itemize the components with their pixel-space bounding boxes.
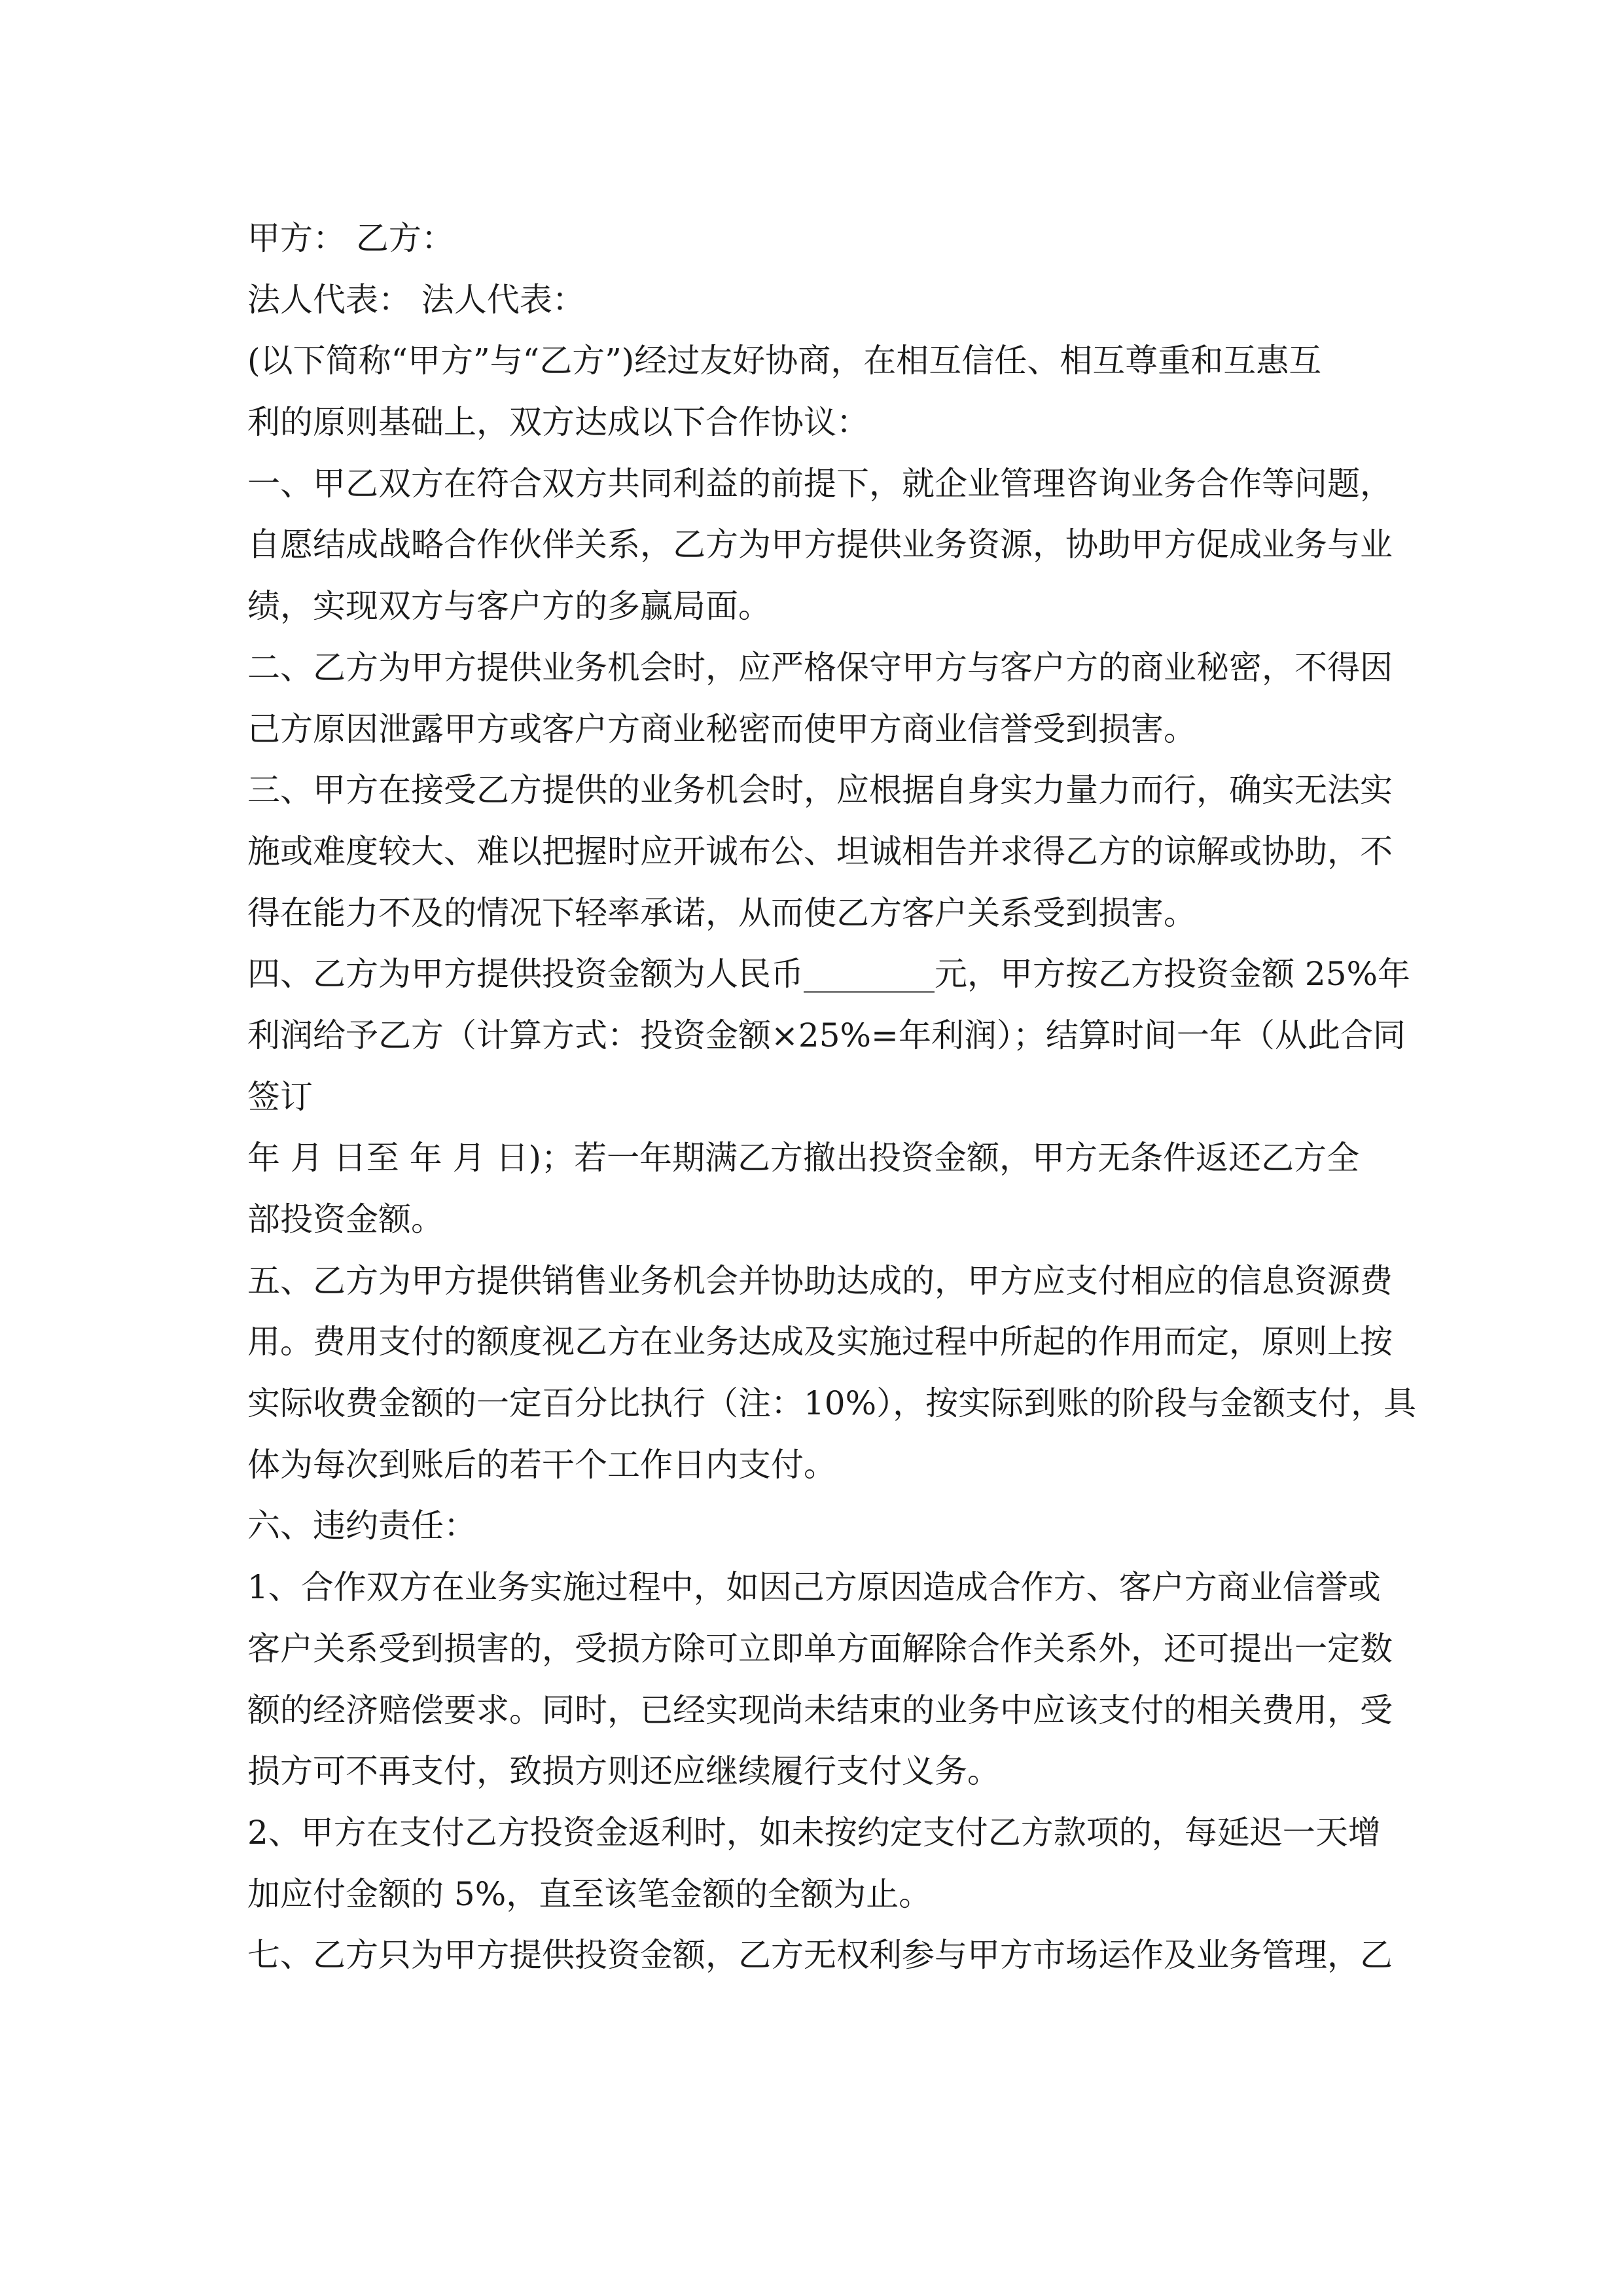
clause-2-line: 二、乙方为甲方提供业务机会时，应严格保守甲方与客户方的商业秘密，不得因 (247, 648, 1393, 687)
party-line: 甲方： 乙方： (247, 219, 454, 257)
clause-3-line: 得在能力不及的情况下轻率承诺，从而使乙方客户关系受到损害。 (247, 893, 1196, 932)
clause-6-1-line: 客户关系受到损害的，受损方除可立即单方面解除合作关系外，还可提出一定数 (247, 1629, 1393, 1668)
clause-3-line: 施或难度较大、难以把握时应开诚布公、坦诚相告并求得乙方的谅解或协助，不 (247, 832, 1393, 870)
clause-1-line: 一、甲乙双方在符合双方共同利益的前提下，就企业管理咨询业务合作等问题， (247, 464, 1393, 503)
clause-5-line: 体为每次到账后的若干个工作日内支付。 (247, 1445, 836, 1484)
clause-4-line: 四、乙方为甲方提供投资金额为人民币________元，甲方按乙方投资金额 25%年 (247, 955, 1411, 994)
clause-4-line: 签订 (247, 1077, 313, 1116)
document-body (247, 208, 1417, 1986)
preamble-line: 利的原则基础上，双方达成以下合作协议： (247, 403, 869, 442)
clause-4-line: 利润给予乙方（计算方式：投资金额×25%=年利润）；结算时间一年（从此合同 (247, 1016, 1406, 1054)
clause-5-line: 五、乙方为甲方提供销售业务机会并协助达成的，甲方应支付相应的信息资源费 (247, 1261, 1393, 1300)
clause-5-line: 用。费用支付的额度视乙方在业务达成及实施过程中所起的作用而定，原则上按 (247, 1323, 1393, 1361)
clause-3-line: 三、甲方在接受乙方提供的业务机会时，应根据自身实力量力而行，确实无法实 (247, 771, 1393, 810)
clause-6-1-line: 额的经济赔偿要求。同时，已经实现尚未结束的业务中应该支付的相关费用，受 (247, 1691, 1393, 1729)
clause-6-2-line: 加应付金额的 5%，直至该笔金额的全额为止。 (247, 1874, 932, 1913)
clause-4-line: 部投资金额。 (247, 1200, 444, 1238)
clause-7-line: 七、乙方只为甲方提供投资金额，乙方无权利参与甲方市场运作及业务管理，乙 (247, 1936, 1393, 1975)
representative-line: 法人代表： 法人代表： (247, 280, 585, 319)
clause-4-line: 年 月 日至 年 月 日)；若一年期满乙方撤出投资金额，甲方无条件返还乙方全 (247, 1139, 1359, 1177)
clause-5-line: 实际收费金额的一定百分比执行（注：10%），按实际到账的阶段与金额支付，具 (247, 1384, 1417, 1423)
preamble-line: (以下简称“甲方”与“乙方”)经过友好协商，在相互信任、相互尊重和互惠互 (247, 342, 1322, 380)
clause-1-line: 绩，实现双方与客户方的多赢局面。 (247, 587, 771, 626)
clause-2-line: 己方原因泄露甲方或客户方商业秘密而使甲方商业信誉受到损害。 (247, 709, 1196, 748)
clause-6-2-line: 2、甲方在支付乙方投资金返利时，如未按约定支付乙方款项的，每延迟一天增 (247, 1813, 1381, 1852)
clause-6-1-line: 损方可不再支付，致损方则还应继续履行支付义务。 (247, 1752, 1000, 1791)
clause-6-heading: 六、违约责任： (247, 1507, 476, 1545)
clause-1-line: 自愿结成战略合作伙伴关系，乙方为甲方提供业务资源，协助甲方促成业务与业 (247, 526, 1393, 564)
clause-6-1-line: 1、合作双方在业务实施过程中，如因己方原因造成合作方、客户方商业信誉或 (247, 1568, 1381, 1607)
